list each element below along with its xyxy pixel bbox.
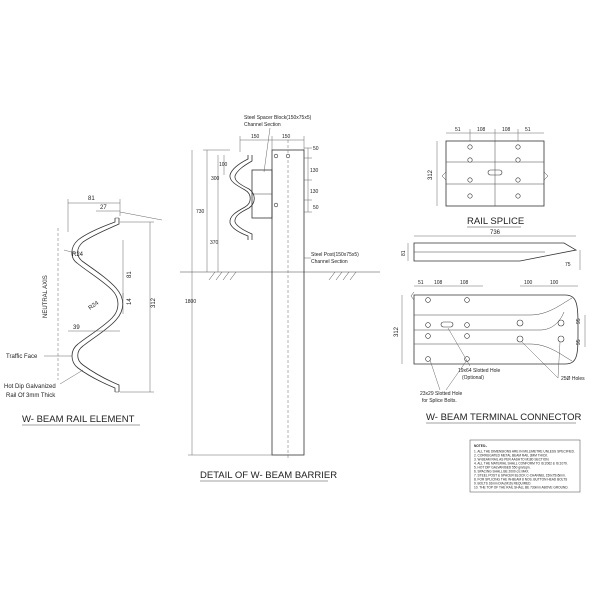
radius-mid-label: R24 (87, 300, 101, 312)
terminal-dim-51: 51 (418, 280, 424, 286)
dim-150-left: 150 (251, 134, 260, 140)
notes-heading: NOTES:- (474, 444, 488, 448)
note-line: 5. HOT DIP GALVANISED 550 gm/sqm. (474, 465, 531, 470)
leader (60, 370, 83, 384)
radius-top-label: R24 (72, 252, 84, 258)
note-line: 7. STEEL POST & SPACER BLOCK C-CHANNEL 150x75x5mm. (474, 473, 566, 478)
rail-splice-drawing (428, 127, 548, 227)
bolt-hole (286, 154, 290, 158)
dim-1800: 1800 (185, 299, 197, 305)
dim-150-right: 150 (282, 134, 291, 140)
rail-profile-inner (78, 218, 123, 392)
splice-dim-51-left: 51 (455, 127, 461, 133)
splice-slot-line1: 23x29 Slotted Hole (420, 391, 463, 397)
ground-hatch-right (329, 272, 356, 280)
note-line: 4. ALL THE MATERIAL SHALL CONFORM TO IS:2062 & IS:1079. (474, 461, 568, 466)
break-mark (442, 172, 446, 180)
note-line: 3. W-BEAM RAIL AS PER AASHTO M180 SECTION. (474, 457, 550, 462)
dim-14: 14 (127, 298, 133, 305)
bolt-hole (274, 154, 278, 158)
dim-100: 100 (219, 162, 228, 168)
terminal-dim-108-a: 108 (434, 280, 443, 286)
note-line: 2. CORRUGATED METAL BEAM RAIL 3MM THICK. (474, 453, 549, 458)
galvanized-note-line1: Hot Dip Galvanized (4, 384, 56, 390)
note-line: 10. THE TOP OF THE RAIL SHALL BE 730mm ABOVE GROUND. (474, 485, 569, 490)
notes-block (470, 440, 580, 492)
terminal-dim-100-a: 100 (524, 280, 533, 286)
note-line: 6. SPACING SHALL BE 2000 c/c MAX. (474, 469, 530, 474)
post-label-line2: Channel Section (311, 259, 348, 265)
terminal-dim-312: 312 (394, 326, 400, 337)
leader (264, 128, 270, 172)
terminal-dim-100-b: 100 (550, 280, 559, 286)
dim-39: 39 (73, 325, 80, 331)
terminal-dim-81: 81 (401, 250, 407, 256)
splice-dim-51-right: 51 (525, 127, 531, 133)
spacer-label-line2: Channel Section (244, 122, 281, 128)
terminal-plan-view (414, 295, 578, 364)
bolt-hole (274, 203, 278, 207)
dim-27: 27 (100, 205, 107, 211)
dim-370: 370 (210, 240, 219, 246)
dim-50-bottom: 50 (313, 205, 319, 211)
terminal-dim-108-b: 108 (460, 280, 469, 286)
slotted-hole-optional-line2: (Optional) (462, 375, 484, 381)
post-label-line1: Steel Post(150x75x5) (311, 252, 359, 258)
note-line: 1. ALL THE DIMENSIONS ARE IN MILLIMETRE UNLESS SPECIFIED. (474, 449, 575, 454)
galvanized-note-line2: Rail Of 3mm Thick (6, 393, 56, 399)
dim-312-rail: 312 (151, 297, 157, 308)
traffic-face-label: Traffic Face (6, 354, 38, 360)
note-line: 9. BOLTS 16mm DIA (M16) REQUIRED. (474, 481, 532, 486)
barrier-detail-drawing (180, 115, 380, 481)
dim-300: 300 (211, 176, 220, 182)
terminal-plan-fold-upper (414, 298, 572, 315)
rail-section-inner (235, 155, 254, 240)
dim-81-right: 81 (127, 271, 133, 278)
slotted-hole-optional-line1: 19x64 Slotted Hole (458, 368, 501, 374)
leader (430, 360, 440, 390)
splice-dim-108-left: 108 (477, 127, 486, 133)
note-line: 8. FOR SPLICING THE W-BEAM 8 NOS. BUTTON HEAD BOLTS (474, 477, 568, 482)
dim-130-b: 130 (310, 189, 319, 195)
terminal-plan-fold-lower (414, 344, 572, 361)
terminal-dim-95-b: 95 (576, 339, 582, 345)
break-mark (411, 292, 414, 300)
terminal-connector-title: W- BEAM TERMINAL CONNECTOR (426, 412, 582, 423)
rail-element-title: W- BEAM RAIL ELEMENT (22, 414, 135, 425)
ground-hatch-left (209, 272, 236, 280)
leader (522, 342, 558, 378)
neutral-axis-label: NEUTRAL AXIS (43, 275, 49, 318)
splice-dim-108-right: 108 (502, 127, 511, 133)
terminal-dim-75: 75 (565, 262, 571, 268)
splice-slot-line2: for Splice Bolts. (422, 398, 457, 404)
spacer-label-line1: Steel Spacer Block(150x75x5) (244, 115, 312, 121)
dim-730: 730 (196, 209, 205, 215)
rail-element-drawing (4, 196, 162, 425)
holes-25-label: 25Ø Holes (561, 376, 585, 382)
terminal-plan-fold-mid (414, 312, 564, 330)
terminal-dim-736: 736 (490, 230, 501, 236)
rail-splice-title: RAIL SPLICE (467, 216, 525, 227)
leader (558, 342, 560, 378)
break-mark (544, 172, 548, 180)
leader (120, 212, 162, 220)
dim-81-top: 81 (88, 196, 95, 202)
splice-dim-312: 312 (428, 169, 434, 180)
terminal-holes (426, 298, 564, 362)
splice-holes (468, 141, 520, 206)
terminal-dim-95-a: 95 (576, 318, 582, 324)
dim-130-a: 130 (310, 168, 319, 174)
dim-50-top: 50 (313, 146, 319, 152)
barrier-detail-title: DETAIL OF W- BEAM BARRIER (200, 470, 338, 481)
terminal-connector-drawing (394, 230, 585, 423)
